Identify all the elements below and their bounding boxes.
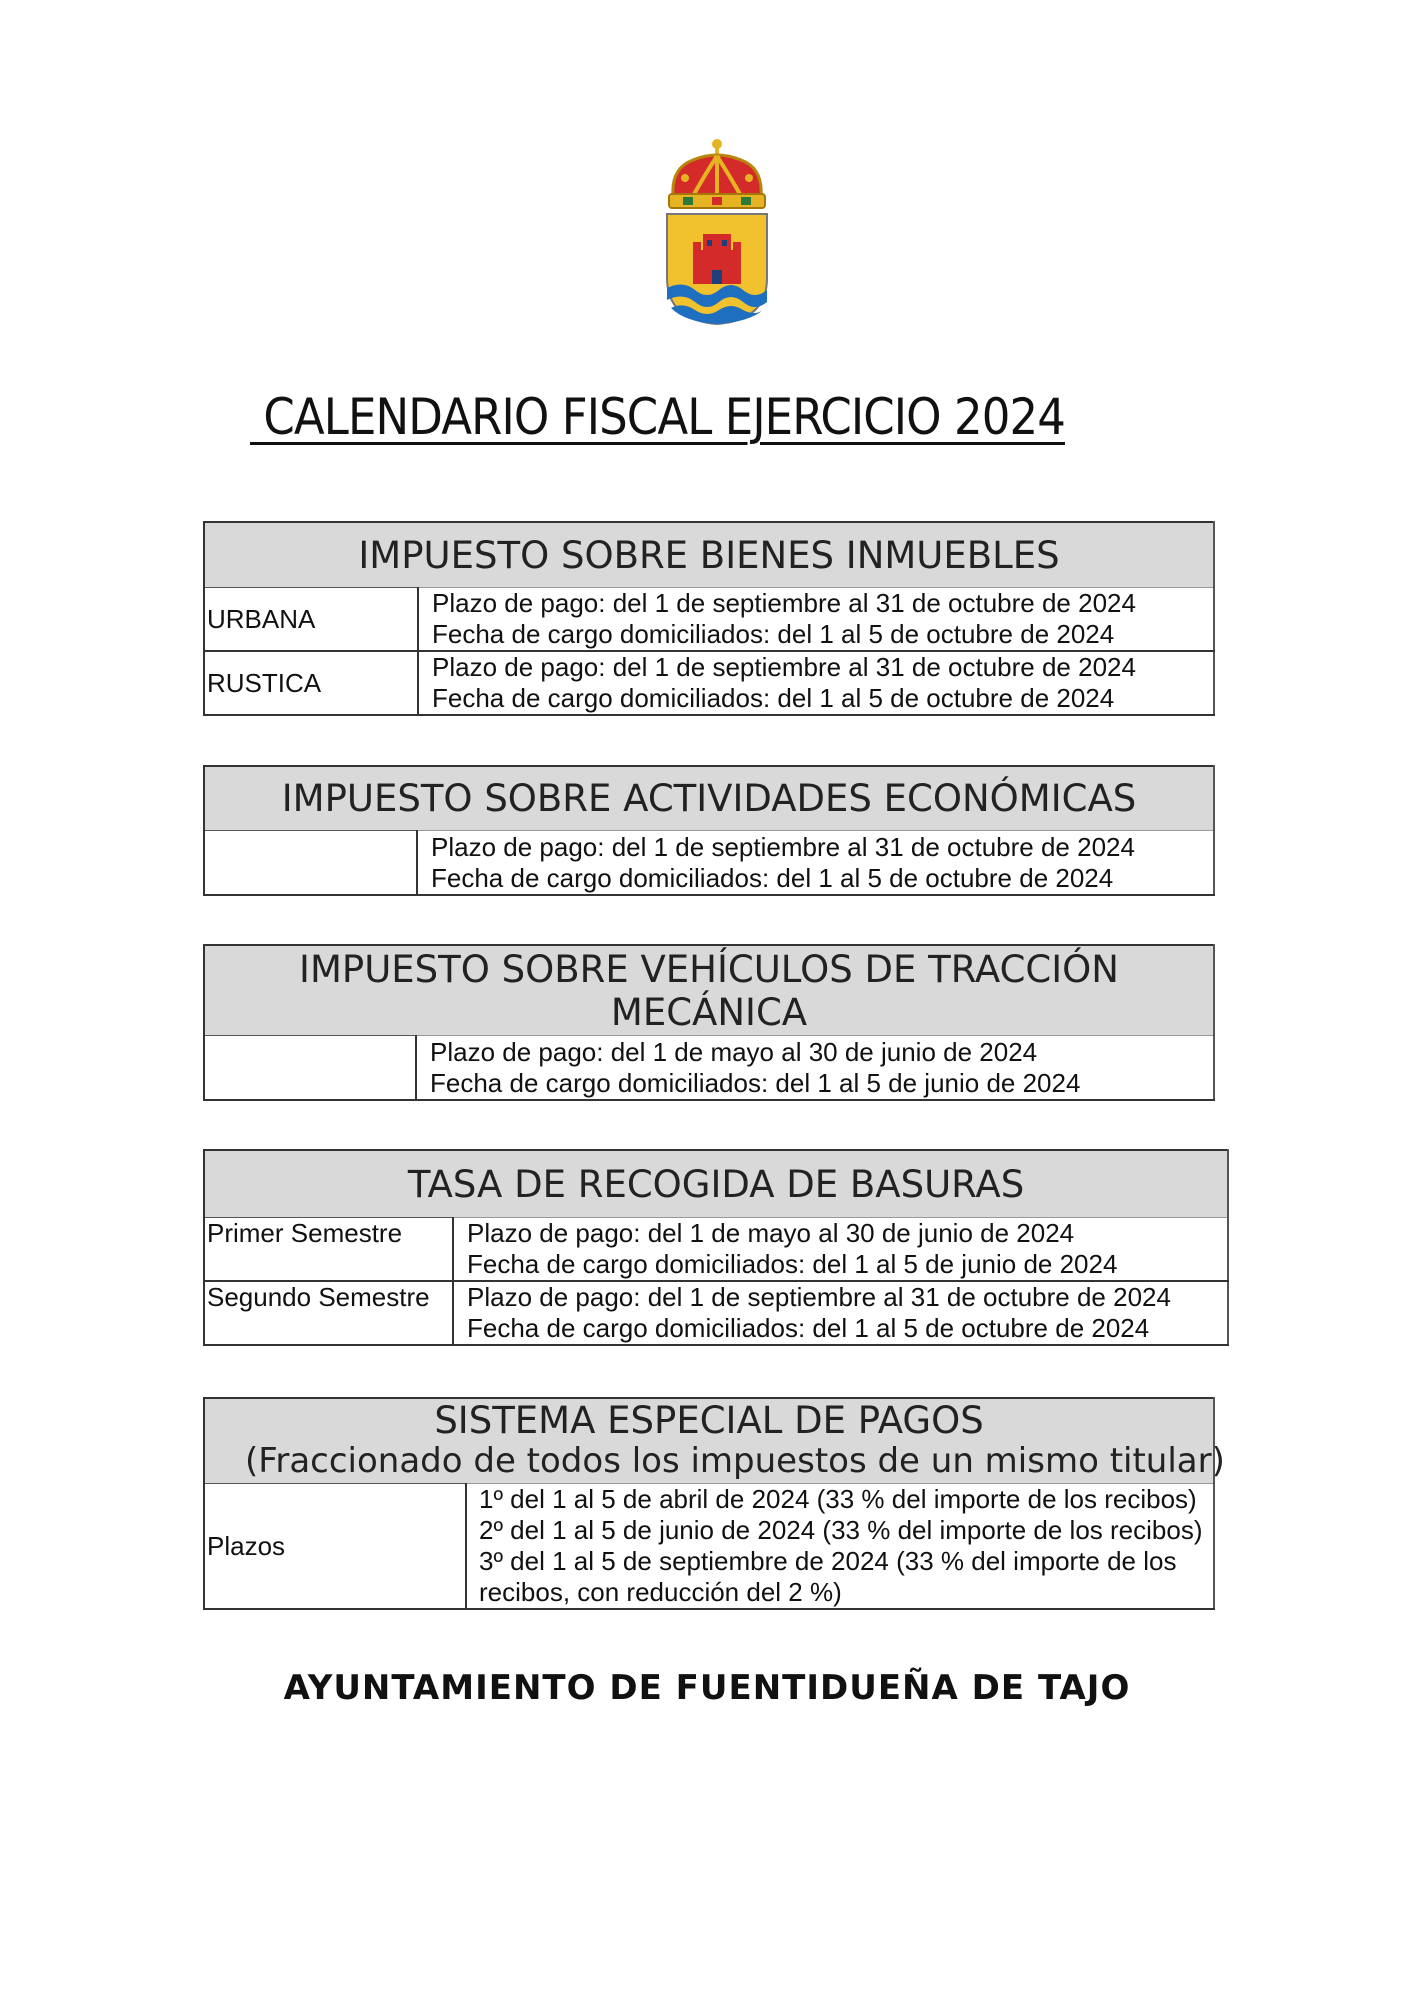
ibi-header: IMPUESTO SOBRE BIENES INMUEBLES: [204, 522, 1214, 588]
payment-period: Plazo de pago: del 1 de septiembre al 31 de octubre de 2024: [432, 652, 1136, 682]
iae-table: [203, 765, 1215, 896]
table-row: [204, 1218, 1228, 1282]
footer-organization: AYUNTAMIENTO DE FUENTIDUEÑA DE TAJO: [283, 1668, 1131, 1708]
row-label: URBANA: [204, 588, 418, 652]
direct-debit-date: Fecha de cargo domiciliados: del 1 al 5 de octubre de 2024: [467, 1313, 1150, 1343]
direct-debit-date: Fecha de cargo domiciliados: del 1 al 5 de octubre de 2024: [432, 683, 1115, 713]
row-label: [204, 831, 417, 896]
row-value: [418, 651, 1214, 715]
table-row: [204, 1281, 1228, 1345]
payment-period: Plazo de pago: del 1 de mayo al 30 de junio de 2024: [467, 1218, 1075, 1248]
payment-period: Plazo de pago: del 1 de septiembre al 31 de octubre de 2024: [431, 831, 1135, 862]
table-row: [204, 1036, 1214, 1101]
installment-1: 1º del 1 al 5 de abril de 2024 (33 % del importe de los recibos): [479, 1484, 1197, 1514]
row-value: [418, 588, 1214, 652]
iae-header: IMPUESTO SOBRE ACTIVIDADES ECONÓMICAS: [204, 766, 1214, 831]
row-label: [204, 1036, 416, 1101]
payment-period: Plazo de pago: del 1 de mayo al 30 de junio de 2024: [430, 1036, 1038, 1067]
payment-period: Plazo de pago: del 1 de septiembre al 31 de octubre de 2024: [467, 1282, 1171, 1312]
special-payment-table: [203, 1397, 1225, 1610]
direct-debit-date: Fecha de cargo domiciliados: del 1 al 5 de junio de 2024: [467, 1249, 1118, 1279]
table-row: [204, 1484, 1214, 1610]
row-label: Primer Semestre: [204, 1218, 453, 1282]
row-value: [416, 1036, 1214, 1101]
row-value: [417, 831, 1214, 896]
payment-period: Plazo de pago: del 1 de septiembre al 31 de octubre de 2024: [432, 588, 1136, 618]
row-label: Plazos: [204, 1484, 466, 1610]
table-row: [204, 831, 1214, 896]
table-row: [204, 651, 1214, 715]
special-payment-title: SISTEMA ESPECIAL DE PAGOS: [434, 1399, 984, 1442]
special-payment-header: [204, 1398, 1225, 1484]
basuras-header: TASA DE RECOGIDA DE BASURAS: [204, 1150, 1228, 1218]
ivtm-header-line1: IMPUESTO SOBRE VEHÍCULOS DE TRACCIÓN: [299, 947, 1119, 991]
table-row: [204, 588, 1214, 652]
special-payment-subtitle: (Fraccionado de todos los impuestos de un mismo titular): [245, 1441, 1225, 1481]
crown-icon: [669, 139, 765, 208]
shield-icon: [667, 214, 767, 324]
row-label: Segundo Semestre: [204, 1281, 453, 1345]
direct-debit-date: Fecha de cargo domiciliados: del 1 al 5 de octubre de 2024: [431, 862, 1114, 893]
ibi-table: [203, 521, 1215, 716]
ivtm-header: [204, 945, 1214, 1036]
row-label: RUSTICA: [204, 651, 418, 715]
ivtm-table: [203, 944, 1215, 1101]
installment-3: 3º del 1 al 5 de septiembre de 2024 (33 % del importe de los: [479, 1546, 1177, 1576]
direct-debit-date: Fecha de cargo domiciliados: del 1 al 5 de junio de 2024: [430, 1067, 1081, 1098]
row-value: [453, 1218, 1228, 1282]
installments-list: [466, 1484, 1214, 1610]
basuras-table: [203, 1149, 1229, 1346]
coat-of-arms-logo: [663, 138, 771, 326]
installment-3-cont: recibos, con reducción del 2 %): [479, 1577, 842, 1607]
page-title: CALENDARIO FISCAL EJERCICIO 2024: [250, 388, 1065, 446]
installment-2: 2º del 1 al 5 de junio de 2024 (33 % del importe de los recibos): [479, 1515, 1203, 1545]
row-value: [453, 1281, 1228, 1345]
direct-debit-date: Fecha de cargo domiciliados: del 1 al 5 de octubre de 2024: [432, 619, 1115, 649]
ivtm-header-line2: MECÁNICA: [610, 990, 808, 1034]
